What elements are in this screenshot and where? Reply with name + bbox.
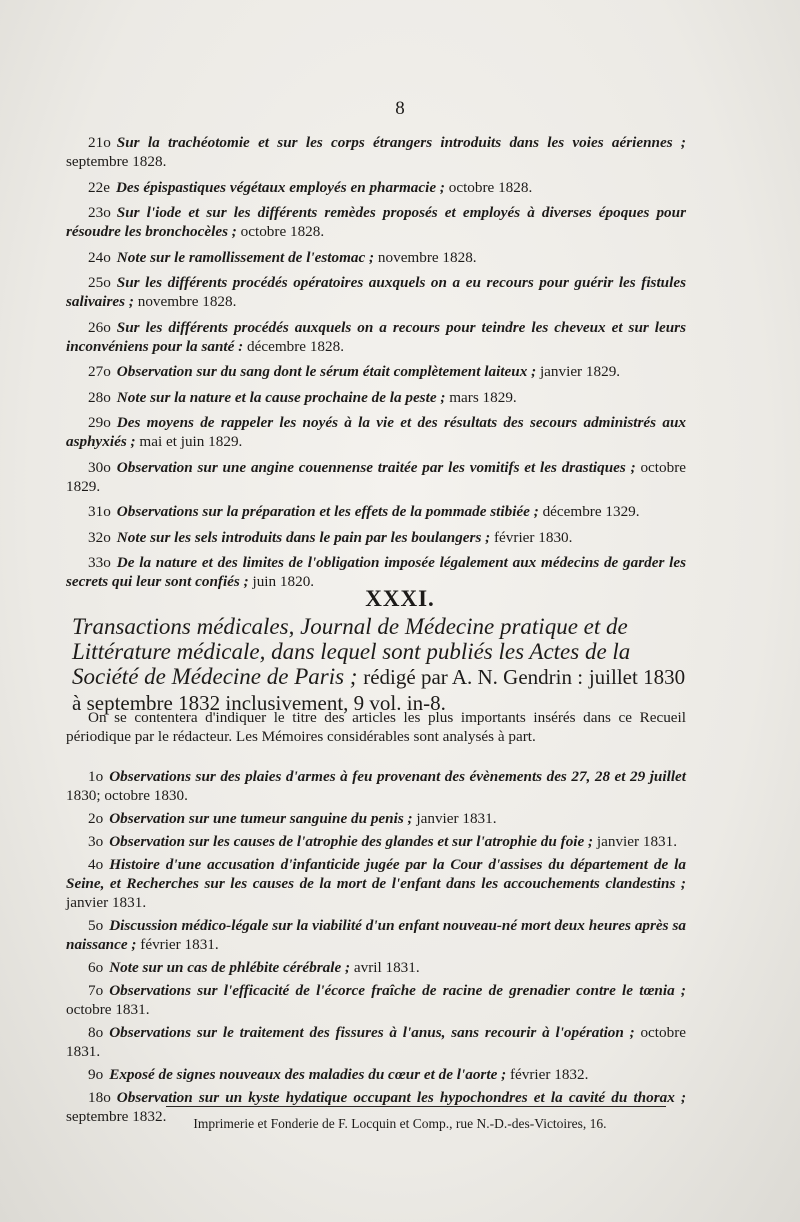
entry-title: Observation sur les causes de l'atrophie des glandes et sur l'atrophie du foie ; bbox=[109, 833, 594, 850]
entry-date: juin 1820. bbox=[252, 573, 315, 590]
entry-date: septembre 1828. bbox=[66, 153, 167, 170]
list-item bbox=[66, 958, 686, 977]
entry-date: janvier 1831. bbox=[416, 810, 497, 827]
entry-number: 26o bbox=[88, 318, 111, 336]
entry-number: 3o bbox=[88, 833, 104, 850]
entry-number: 9o bbox=[88, 1066, 104, 1083]
work-title: Transactions médicales, Journal de Médecine pratique et de Littérature médicale, dans lequel sont publiés les Actes de la Société de Médecine de Paris ; bbox=[72, 614, 631, 689]
entry-title: Des moyens de rappeler les noyés à la vie et des résultats des secours administrés aux asphyxiés ; bbox=[66, 414, 686, 450]
entry-title: Note sur le ramollissement de l'estomac ; bbox=[116, 248, 375, 266]
entry-date: mai et juin 1829. bbox=[139, 433, 243, 450]
list-item bbox=[66, 273, 686, 311]
entry-title: De la nature et des limites de l'obligation imposée légalement aux médecins de garder les secrets qui leur sont confiés ; bbox=[66, 554, 686, 590]
entry-number: 18o bbox=[88, 1089, 111, 1106]
work-details: juillet 1830 à septembre 1832 inclusivement, 9 vol. in-8. bbox=[72, 665, 686, 715]
list-item bbox=[66, 502, 686, 521]
entry-number: 33o bbox=[88, 554, 111, 571]
bibliography-list-part1 bbox=[66, 133, 686, 598]
entry-date: avril 1831. bbox=[353, 959, 420, 976]
list-item bbox=[66, 133, 686, 171]
entry-number: 32o bbox=[88, 528, 111, 546]
entry-date: octobre 1828. bbox=[448, 178, 533, 196]
list-item bbox=[66, 832, 686, 851]
entry-date: décembre 1329. bbox=[542, 503, 640, 520]
entry-number: 5o bbox=[88, 917, 104, 934]
entry-number: 4o bbox=[88, 856, 104, 873]
entry-date: octobre 1829. bbox=[66, 458, 686, 495]
entry-title: Observations sur l'efficacité de l'écorce fraîche de racine de grenadier contre le tœnia ; bbox=[109, 982, 686, 999]
entry-title: Discussion médico-légale sur la viabilité d'un enfant nouveau-né mort deux heures après sa naissance ; bbox=[66, 917, 686, 953]
list-item bbox=[66, 458, 686, 496]
entry-title: Observations sur la préparation et les effets de la pommade stibiée ; bbox=[116, 503, 539, 520]
entry-title: Des épispastiques végétaux employés en pharmacie ; bbox=[115, 178, 445, 196]
list-item bbox=[66, 767, 686, 805]
entry-date: février 1832. bbox=[509, 1066, 589, 1083]
entry-title: Sur les différents procédés opératoires auxquels on a eu recours pour guérir les fistules salivaires ; bbox=[66, 274, 686, 310]
entry-date: mars 1829. bbox=[449, 388, 517, 406]
entry-number: 27o bbox=[88, 363, 111, 380]
work-title-block bbox=[72, 614, 692, 716]
entry-number: 6o bbox=[88, 959, 104, 976]
entry-number: 2o bbox=[88, 810, 104, 827]
list-item bbox=[66, 916, 686, 954]
entry-date: janvier 1829. bbox=[539, 363, 621, 380]
list-item bbox=[66, 981, 686, 1019]
list-item bbox=[66, 1065, 686, 1084]
list-item bbox=[66, 809, 686, 828]
entry-title: Sur la trachéotomie et sur les corps étrangers introduits dans les voies aériennes ; bbox=[116, 134, 686, 151]
footer-rule bbox=[166, 1106, 666, 1107]
section-number: XXXI. bbox=[365, 586, 435, 611]
list-item bbox=[66, 178, 686, 197]
entry-number: 7o bbox=[88, 982, 104, 999]
list-item bbox=[66, 248, 686, 267]
entry-date: janvier 1831. bbox=[596, 833, 678, 850]
list-item bbox=[66, 1023, 686, 1061]
list-item bbox=[66, 318, 686, 356]
list-item bbox=[66, 203, 686, 241]
work-editor: rédigé par A. N. Gendrin : bbox=[363, 665, 584, 689]
intro-paragraph: On se contentera d'indiquer le titre des articles les plus importants insérés dans ce Recueil périodique par le rédacteur. Les Mémoires considérables sont analysés à part. bbox=[66, 709, 686, 745]
entry-date: février 1830. bbox=[494, 528, 573, 546]
entry-title: Observation sur du sang dont le sérum était complètement laiteux ; bbox=[116, 363, 537, 380]
entry-date: octobre 1831. bbox=[66, 1001, 150, 1018]
entry-date: décembre 1828. bbox=[247, 337, 345, 355]
list-item bbox=[66, 388, 686, 407]
entry-number: 21o bbox=[88, 134, 111, 151]
entry-title: Observation sur une tumeur sanguine du penis ; bbox=[109, 810, 413, 827]
entry-title: Sur les différents procédés auxquels on a recours pour teindre les cheveux et sur leurs inconvéniens pour la santé : bbox=[66, 318, 686, 355]
page-number: 8 bbox=[395, 98, 405, 119]
list-item bbox=[66, 528, 686, 547]
bibliography-list-part2 bbox=[66, 767, 686, 1130]
entry-number: 1o bbox=[88, 768, 104, 785]
entry-number: 8o bbox=[88, 1024, 104, 1041]
entry-number: 23o bbox=[88, 204, 111, 221]
entry-date: novembre 1828. bbox=[137, 293, 237, 310]
entry-date: octobre 1831. bbox=[66, 1024, 686, 1060]
entry-number: 28o bbox=[88, 388, 111, 406]
entry-title: Note sur la nature et la cause prochaine de la peste ; bbox=[116, 388, 446, 406]
entry-number: 29o bbox=[88, 414, 111, 431]
entry-number: 25o bbox=[88, 274, 111, 291]
entry-title: Note sur un cas de phlébite cérébrale ; bbox=[109, 959, 351, 976]
printer-imprint: Imprimerie et Fonderie de F. Locquin et Comp., rue N.-D.-des-Victoires, 16. bbox=[193, 1116, 607, 1131]
entry-date: février 1831. bbox=[140, 936, 219, 953]
entry-number: 31o bbox=[88, 503, 111, 520]
entry-date: septembre 1832. bbox=[66, 1108, 167, 1125]
entry-title: Observation sur une angine couennense traitée par les vomitifs et les drastiques ; bbox=[116, 458, 636, 476]
entry-title: Observation sur un kyste hydatique occupant les hypochondres et la cavité du thorax ; bbox=[116, 1089, 686, 1106]
entry-date: octobre 1828. bbox=[240, 223, 325, 240]
entry-title: Histoire d'une accusation d'infanticide jugée par la Cour d'assises du département de la Seine, et Recherches sur les causes de la mort de l'enfant dans les accouchements clandestins ; bbox=[66, 856, 686, 892]
entry-title: Note sur les sels introduits dans le pain par les boulangers ; bbox=[116, 528, 491, 546]
entry-number: 22e bbox=[88, 178, 110, 196]
entry-title: Exposé de signes nouveaux des maladies du cœur et de l'aorte ; bbox=[109, 1066, 507, 1083]
list-item bbox=[66, 855, 686, 912]
list-item bbox=[66, 413, 686, 451]
entry-title: Observations sur le traitement des fissures à l'anus, sans recourir à l'opération ; bbox=[109, 1024, 635, 1041]
entry-number: 30o bbox=[88, 458, 111, 476]
entry-date: janvier 1831. bbox=[66, 894, 147, 911]
entry-date: 1830; octobre 1830. bbox=[66, 787, 188, 804]
entry-number: 24o bbox=[88, 248, 111, 266]
list-item bbox=[66, 362, 686, 381]
entry-title: Sur l'iode et sur les différents remèdes proposés et employés à diverses époques pour résoudre les bronchocèles ; bbox=[66, 204, 686, 240]
entry-title: Observations sur des plaies d'armes à feu provenant des évènements des 27, 28 et 29 juillet bbox=[109, 768, 686, 785]
entry-date: novembre 1828. bbox=[377, 248, 477, 266]
